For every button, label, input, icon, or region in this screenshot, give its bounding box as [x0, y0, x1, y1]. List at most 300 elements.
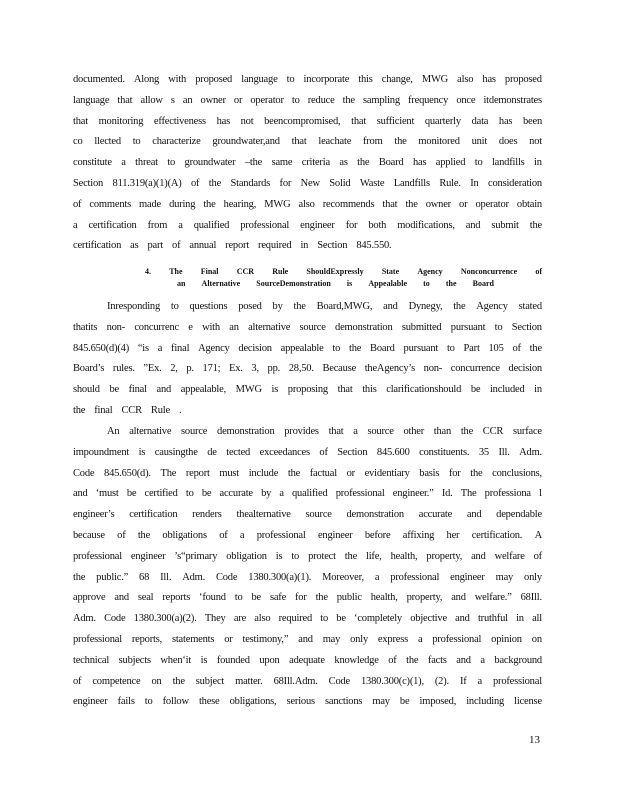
word: provides — [284, 426, 319, 437]
word: Moreover, — [322, 571, 364, 583]
heading-word: SourceDemonstration — [256, 279, 331, 288]
word: certification — [73, 240, 122, 252]
word: of — [533, 550, 542, 562]
word: Standards — [230, 177, 271, 189]
word: that — [328, 426, 344, 437]
heading-word: to — [423, 279, 430, 288]
word: annual — [189, 240, 217, 252]
word: the — [529, 342, 542, 354]
word: adequate — [289, 654, 325, 666]
word: consideration — [488, 177, 542, 189]
word: Code — [328, 675, 351, 687]
word: 845.650(d). — [104, 467, 151, 479]
word: required — [258, 240, 292, 252]
word: founded — [216, 654, 250, 666]
word: professional — [432, 633, 482, 645]
word: professional — [73, 633, 122, 645]
word: 68Ill.Adm. — [273, 675, 318, 687]
word: non- — [423, 363, 443, 375]
word: has — [412, 157, 427, 169]
word: Code — [73, 467, 95, 479]
word: to — [185, 488, 194, 500]
word: to — [332, 342, 341, 354]
word: (2). — [434, 675, 449, 687]
text-line — [73, 153, 542, 174]
word: professional — [73, 550, 122, 562]
word: these — [198, 696, 220, 708]
word: demonstration — [217, 426, 275, 437]
word: causingthe — [154, 446, 198, 458]
text-line — [73, 484, 542, 505]
word: professional — [492, 675, 542, 687]
word: reports — [162, 592, 191, 604]
word: of — [219, 529, 228, 541]
word: alternative — [248, 321, 291, 333]
word: the — [172, 675, 185, 687]
word: questions — [189, 301, 228, 312]
heading-word: Agency — [417, 267, 443, 276]
word: obligation — [226, 550, 267, 562]
text-line — [73, 112, 542, 133]
word: professional — [390, 571, 440, 583]
word: monitored — [418, 136, 460, 148]
word: or — [459, 198, 468, 210]
word: by — [272, 301, 283, 312]
word: ”Ex. — [143, 363, 162, 375]
word: data — [471, 115, 489, 127]
word: because — [73, 529, 105, 541]
word: objective — [410, 613, 447, 625]
word: 35 — [478, 446, 489, 458]
word: protect — [308, 550, 336, 562]
word: on — [531, 633, 542, 645]
word: Agency — [476, 301, 508, 312]
word: Ill. — [160, 571, 172, 583]
text-line — [73, 609, 542, 630]
word: or — [346, 467, 355, 479]
word: subject — [195, 675, 225, 687]
text-line — [73, 588, 542, 609]
word: In — [470, 177, 479, 189]
word: to — [132, 136, 141, 148]
word: hearing, — [223, 198, 257, 210]
heading-word: State — [381, 267, 400, 276]
word: on — [151, 675, 162, 687]
word: dependable — [496, 509, 542, 521]
word: 171; — [202, 363, 221, 375]
text-line — [73, 380, 542, 401]
word: applied — [435, 157, 466, 169]
word: be — [399, 696, 410, 708]
word: modifications, — [397, 219, 455, 231]
heading-word: Appealable — [368, 279, 408, 288]
word: operator — [475, 198, 509, 210]
word: recommends — [322, 198, 375, 210]
word: including — [466, 696, 505, 708]
word: property, — [406, 592, 443, 604]
word: before — [364, 529, 391, 541]
word: public — [336, 592, 362, 604]
word: demonstration — [346, 509, 404, 521]
text-line — [73, 70, 542, 91]
word: to — [234, 592, 243, 604]
word: to — [474, 157, 483, 169]
word: that — [382, 198, 398, 210]
word: constituents. — [419, 446, 470, 458]
word: the — [460, 426, 474, 437]
word: 2, — [170, 363, 178, 375]
word: 845.600 — [376, 446, 410, 458]
word: same — [271, 157, 293, 169]
word: conclusions, — [492, 467, 542, 479]
word: Dynegy, — [408, 301, 443, 312]
word: report — [225, 240, 250, 252]
word: professional — [240, 219, 290, 231]
word: 28,50. — [288, 363, 314, 375]
word: Rule. — [439, 177, 461, 189]
word: a — [279, 488, 284, 500]
word: a — [178, 219, 183, 231]
word: threat — [135, 157, 158, 169]
word: sufficient — [376, 115, 415, 127]
text-line — [73, 318, 542, 339]
text-line — [73, 401, 542, 422]
word: that — [351, 115, 367, 127]
paragraph-2 — [73, 297, 542, 422]
word: during — [169, 198, 196, 210]
word: language — [73, 94, 110, 106]
word: be — [336, 613, 346, 625]
word: license — [514, 696, 542, 708]
heading-word: Rule — [272, 267, 289, 276]
text-line — [73, 91, 542, 112]
word: does — [498, 136, 518, 148]
word: knowledge — [334, 654, 379, 666]
word: landfills — [491, 157, 525, 169]
word: the — [293, 301, 306, 312]
word: from — [362, 136, 383, 148]
word: an — [182, 94, 193, 106]
word: to — [291, 550, 300, 562]
word: should — [73, 384, 100, 396]
heading-word: Alternative — [201, 279, 241, 288]
heading-word: is — [346, 279, 353, 288]
word: of — [191, 177, 200, 189]
word: comments — [89, 198, 131, 210]
section-heading-4 — [73, 266, 542, 290]
word: is — [138, 446, 146, 458]
word: approve — [73, 592, 106, 604]
word: final — [94, 404, 113, 416]
word: a — [353, 426, 358, 437]
word: be — [470, 384, 481, 396]
word: Id. — [441, 488, 453, 500]
word: has — [498, 115, 513, 127]
word: certified — [144, 488, 178, 500]
word: a — [157, 342, 163, 354]
word: of — [117, 529, 126, 541]
word: 845.650(d)(4) — [73, 342, 130, 354]
word: safe — [269, 592, 287, 604]
word: Section — [337, 446, 368, 458]
word: subjects — [118, 654, 151, 666]
word: and — [451, 592, 466, 604]
word: a — [374, 571, 380, 583]
word: when‘it — [160, 654, 192, 666]
word: proposing — [287, 384, 328, 396]
heading-word: the — [445, 279, 457, 288]
word: The — [160, 467, 177, 479]
word: been — [522, 115, 542, 127]
word: MWG — [421, 74, 449, 85]
word: include — [248, 467, 279, 479]
word: background — [494, 654, 542, 666]
text-line — [73, 339, 542, 360]
word: in — [300, 240, 309, 252]
word: factual — [309, 467, 337, 479]
word: the — [203, 198, 216, 210]
word: than — [433, 426, 452, 437]
word: testimony,” — [242, 633, 289, 645]
word: New — [300, 177, 320, 189]
word: for — [279, 177, 292, 189]
word: 811.319(a)(1)(A) — [112, 177, 182, 189]
word: sampling — [363, 94, 400, 106]
word: monitoring — [98, 115, 144, 127]
text-line — [73, 672, 542, 693]
word: to — [320, 613, 329, 625]
text-line — [73, 174, 542, 195]
word: Board’s — [73, 363, 105, 375]
word: matter. — [235, 675, 263, 687]
word: and — [298, 633, 313, 645]
word: to — [170, 301, 179, 312]
word: e — [188, 321, 193, 333]
heading-word: Board — [472, 279, 494, 288]
word: is — [200, 654, 208, 666]
word: An — [107, 426, 120, 437]
heading-word: The — [169, 267, 183, 276]
word: must — [219, 467, 240, 479]
word: Section — [317, 240, 348, 252]
word: frequency — [408, 94, 449, 106]
word: professiona — [484, 488, 531, 500]
text-line — [73, 651, 542, 672]
text-line — [73, 443, 542, 464]
word: 105 — [488, 342, 504, 354]
word: Waste — [359, 177, 385, 189]
word: operator — [250, 94, 284, 106]
word: for — [345, 219, 358, 231]
word: and — [73, 488, 88, 500]
word: obligations — [162, 529, 207, 541]
word: pp. — [267, 363, 281, 375]
word: only — [524, 571, 542, 583]
word: thealternative — [236, 509, 291, 521]
word: qualified — [193, 219, 230, 231]
word: posed — [238, 301, 262, 312]
word: 1380.300(a)(1). — [248, 571, 312, 583]
word: in — [534, 157, 542, 169]
word: Ex. — [229, 363, 243, 375]
word: accurate — [418, 509, 453, 521]
word: of — [172, 240, 181, 252]
word: required — [278, 613, 313, 625]
word: rules. — [112, 363, 135, 375]
word: fails — [117, 696, 135, 708]
word: concurrence — [450, 363, 500, 375]
word: accurate — [219, 488, 253, 500]
word: 68 — [139, 571, 150, 583]
heading-word: ShouldExpressly — [306, 267, 364, 276]
page-number: 13 — [529, 734, 540, 746]
word: impoundment — [73, 446, 130, 458]
word: included — [489, 384, 525, 396]
word: Inresponding — [107, 301, 161, 312]
word: of — [73, 675, 82, 687]
word: be — [201, 488, 212, 500]
word: in — [516, 613, 524, 625]
word: A — [534, 529, 542, 541]
word: serious — [286, 696, 315, 708]
word: basis — [419, 467, 440, 479]
word: that — [117, 94, 133, 106]
word: groundwater,and — [212, 136, 280, 148]
word: not — [240, 115, 254, 127]
word: the — [344, 550, 358, 562]
word: and — [466, 509, 482, 521]
word: and — [465, 219, 481, 231]
text-line — [73, 547, 542, 568]
word: from — [147, 219, 168, 231]
word: health, — [390, 550, 418, 562]
word: follow — [162, 696, 189, 708]
word: non- — [106, 321, 126, 333]
word: incorporate — [303, 74, 350, 85]
word: Ill. — [498, 446, 510, 458]
word: engineer — [130, 550, 166, 562]
word: the — [73, 571, 86, 583]
word: welfare — [494, 550, 525, 562]
word: leachate — [318, 136, 352, 148]
word: the — [315, 592, 328, 604]
word: groundwater — [184, 157, 236, 169]
word: has — [216, 115, 230, 127]
word: Solid — [329, 177, 351, 189]
word: –the — [244, 157, 263, 169]
heading-word: CCR — [236, 267, 255, 276]
word: proposed — [504, 74, 542, 85]
word: health, — [370, 592, 398, 604]
word: Agency — [198, 342, 230, 354]
word: p. — [186, 363, 194, 375]
word: ‘completely — [354, 613, 402, 625]
word: the — [342, 94, 355, 106]
word: Adm. — [519, 446, 542, 458]
word: ‘must — [95, 488, 119, 500]
word: for — [294, 592, 307, 604]
text-line — [73, 464, 542, 485]
word: report — [185, 467, 210, 479]
word: is — [275, 550, 283, 562]
word: imposed, — [419, 696, 457, 708]
word: upon — [259, 654, 280, 666]
word: pursuant — [450, 321, 486, 333]
word: demonstration — [335, 321, 393, 333]
word: submit — [491, 219, 519, 231]
word: proposed — [195, 74, 233, 85]
word: obtain — [516, 198, 542, 210]
word: allow — [140, 94, 163, 106]
word: source — [367, 426, 394, 437]
word: her — [446, 529, 460, 541]
word: the — [529, 219, 542, 231]
word: Adm. — [182, 571, 206, 583]
word: criteria — [301, 157, 330, 169]
word: only — [350, 633, 368, 645]
word: of — [319, 446, 328, 458]
word: also — [457, 74, 474, 85]
word: facts — [427, 654, 447, 666]
word: stated — [518, 301, 542, 312]
word: Rule — [150, 404, 170, 416]
word: affixing — [402, 529, 435, 541]
word: . — [178, 404, 182, 416]
word: quarterly — [424, 115, 461, 127]
word: in — [534, 384, 542, 396]
word: not — [529, 136, 542, 148]
heading-word: Nonconcurrence — [460, 267, 518, 276]
word: source — [181, 426, 208, 437]
word: for — [448, 467, 461, 479]
word: Because — [322, 363, 357, 375]
word: theAgency’s — [364, 363, 415, 375]
word: submitted — [401, 321, 442, 333]
word: property, — [426, 550, 463, 562]
heading-line-2 — [73, 278, 542, 290]
word: ’s“primary — [174, 550, 218, 562]
word: statements — [171, 633, 215, 645]
word: engineer — [300, 219, 335, 231]
word: with — [168, 74, 187, 85]
word: They — [204, 613, 226, 625]
word: professional — [256, 529, 306, 541]
word: the — [287, 467, 301, 479]
word: engineer — [317, 529, 353, 541]
word: Adm. — [73, 613, 96, 625]
word: MWG — [235, 384, 262, 396]
word: an — [229, 321, 239, 333]
word: Landfills — [393, 177, 430, 189]
word: be — [251, 592, 261, 604]
word: surface — [512, 426, 542, 437]
word: MWG — [264, 198, 291, 210]
word: of — [388, 654, 397, 666]
word: constitute — [73, 157, 112, 169]
text-line — [73, 236, 542, 257]
word: owner — [200, 94, 226, 106]
word: s — [170, 94, 175, 106]
word: exceedances — [259, 446, 310, 458]
word: certification. — [471, 529, 523, 541]
word: that — [291, 136, 307, 148]
word: Board,MWG, — [316, 301, 373, 312]
word: once — [456, 94, 476, 106]
word: CCR — [482, 426, 504, 437]
word: all — [532, 613, 542, 625]
word: engineer — [450, 571, 485, 583]
word: the — [406, 654, 419, 666]
